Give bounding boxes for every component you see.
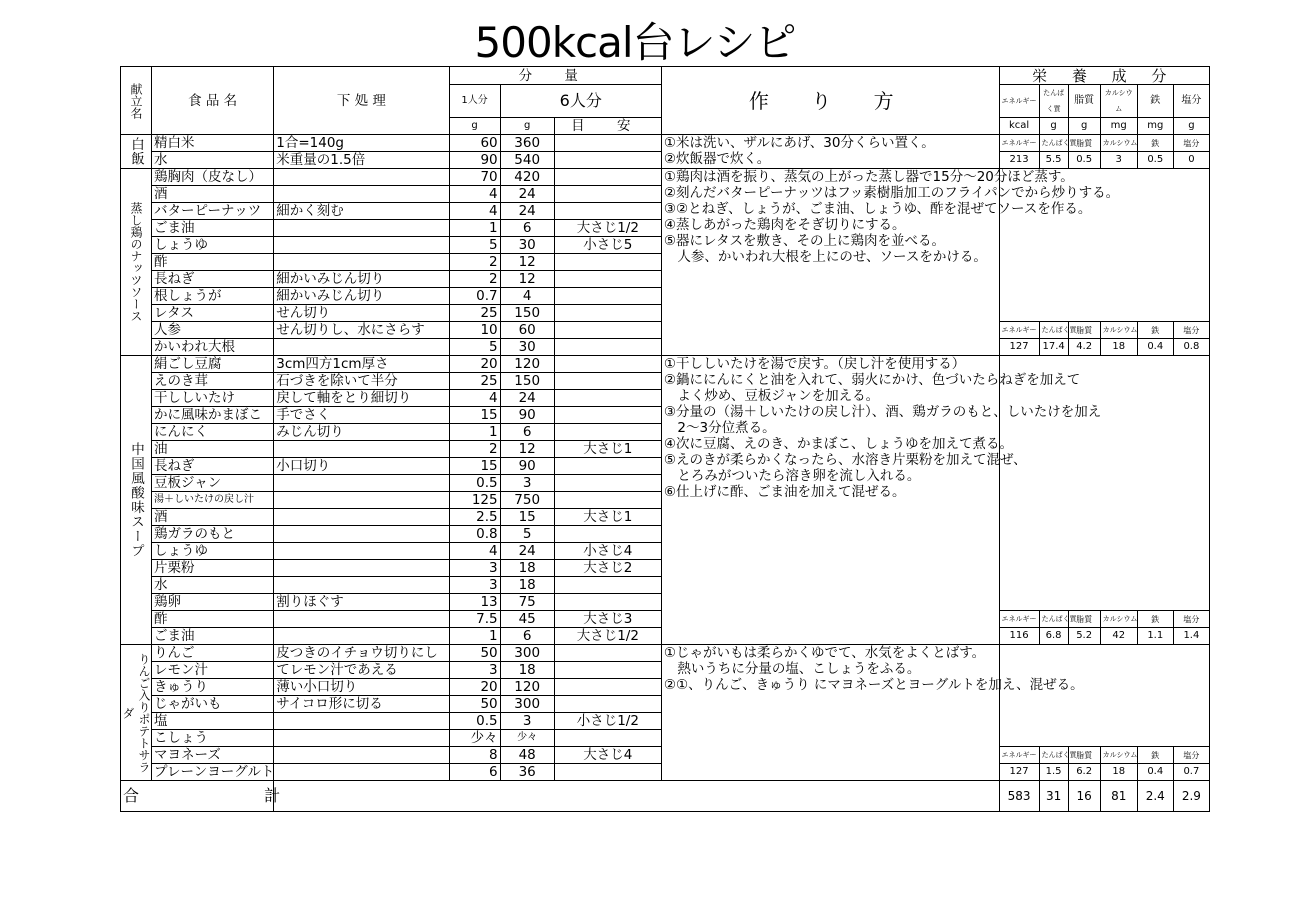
amount-per-person: 50 [449, 645, 500, 662]
amount-six-people: 24 [500, 186, 554, 203]
dish-name: りんご入りポテトサラダ [121, 645, 152, 781]
food-name: 長ねぎ [152, 458, 274, 475]
cooking-method: ①じゃがいもは柔らかくゆでて、水気をよくとばす。 熱いうちに分量の塩、こしょうをふる。 ②①、りんご、きゅうり にマヨネーズとヨーグルトを加え、混ぜる。 [661, 645, 999, 781]
amount-six-people: 15 [500, 509, 554, 526]
header-nutrient-3: カルシウム [1100, 85, 1137, 118]
header-nutrient-4: 鉄 [1137, 85, 1173, 118]
amount-measure [554, 288, 661, 305]
amount-measure [554, 645, 661, 662]
total-nutrient-value: 2.4 [1137, 781, 1173, 812]
amount-per-person: 7.5 [449, 611, 500, 628]
food-name: ごま油 [152, 220, 274, 237]
food-name: バターピーナッツ [152, 203, 274, 220]
food-name: しょうゆ [152, 543, 274, 560]
header-row-1 [121, 67, 1210, 85]
food-name: ごま油 [152, 628, 274, 645]
nutrient-value: 0.5 [1137, 152, 1173, 169]
food-prep: 米重量の1.5倍 [274, 152, 449, 169]
recipe-table [120, 66, 1210, 812]
recipe-table-body [121, 67, 1210, 812]
amount-six-people: 24 [500, 390, 554, 407]
food-name: 人参 [152, 322, 274, 339]
amount-per-person: 1 [449, 628, 500, 645]
amount-per-person: 0.5 [449, 475, 500, 492]
nutrient-label: 脂質 [1068, 747, 1100, 764]
nutrient-label: たんぱく質 [1039, 322, 1068, 339]
amount-per-person: 13 [449, 594, 500, 611]
amount-measure [554, 339, 661, 356]
food-name: こしょう [152, 730, 274, 747]
nutrient-label: カルシウム [1100, 747, 1137, 764]
food-prep [274, 509, 449, 526]
amount-six-people: 300 [500, 645, 554, 662]
amount-per-person: 20 [449, 679, 500, 696]
nutrient-label: 塩分 [1173, 135, 1209, 152]
header-unit-per: g [449, 118, 500, 135]
amount-per-person: 1 [449, 220, 500, 237]
amount-measure [554, 526, 661, 543]
amount-measure: 小さじ1/2 [554, 713, 661, 730]
amount-six-people: 12 [500, 441, 554, 458]
header-amount: 分 量 [449, 67, 661, 85]
amount-per-person: 2.5 [449, 509, 500, 526]
nutrient-label: カルシウム [1100, 135, 1137, 152]
amount-per-person: 125 [449, 492, 500, 509]
amount-per-person: 10 [449, 322, 500, 339]
header-method: 作 り 方 [661, 67, 999, 135]
food-name: レモン汁 [152, 662, 274, 679]
nutrient-label: エネルギー [999, 747, 1039, 764]
total-nutrient-value: 583 [999, 781, 1039, 812]
nutrient-label: 鉄 [1137, 747, 1173, 764]
food-name: 豆板ジャン [152, 475, 274, 492]
food-prep: せん切りし、水にさらす [274, 322, 449, 339]
food-prep [274, 475, 449, 492]
food-name: 湯＋しいたけの戻し汁 [152, 492, 274, 509]
food-name: 酢 [152, 611, 274, 628]
amount-per-person: 少々 [449, 730, 500, 747]
food-prep: 小口切り [274, 458, 449, 475]
nutrient-value: 0 [1173, 152, 1209, 169]
header-food-name: 食 品 名 [152, 67, 274, 135]
amount-six-people: 3 [500, 713, 554, 730]
amount-measure [554, 679, 661, 696]
dish-name: 蒸し鶏のナッツソース [121, 169, 152, 356]
food-name: 油 [152, 441, 274, 458]
amount-per-person: 0.5 [449, 713, 500, 730]
amount-six-people: 750 [500, 492, 554, 509]
amount-six-people: 36 [500, 764, 554, 781]
amount-six-people: 3 [500, 475, 554, 492]
header-nutrient-unit-0: kcal [999, 118, 1039, 135]
nutrient-value: 18 [1100, 764, 1137, 781]
amount-six-people: 45 [500, 611, 554, 628]
amount-measure [554, 186, 661, 203]
amount-six-people: 6 [500, 424, 554, 441]
nutrient-value: 0.5 [1068, 152, 1100, 169]
cooking-method: ①米は洗い、ザルにあげ、30分くらい置く。 ②炊飯器で炊く。 [661, 135, 999, 169]
total-row [121, 781, 1210, 812]
total-label: 合 計 [121, 781, 274, 812]
amount-measure [554, 373, 661, 390]
amount-measure [554, 356, 661, 373]
header-nutrient-unit-3: mg [1100, 118, 1137, 135]
food-row [121, 645, 1210, 662]
amount-per-person: 50 [449, 696, 500, 713]
nutrient-label: 鉄 [1137, 135, 1173, 152]
amount-six-people: 360 [500, 135, 554, 152]
amount-measure [554, 662, 661, 679]
amount-per-person: 3 [449, 577, 500, 594]
amount-per-person: 8 [449, 747, 500, 764]
food-name: 鶏ガラのもと [152, 526, 274, 543]
amount-measure [554, 696, 661, 713]
food-name: かに風味かまぼこ [152, 407, 274, 424]
amount-measure: 大さじ2 [554, 560, 661, 577]
food-prep [274, 169, 449, 186]
food-name: 酒 [152, 509, 274, 526]
food-name: じゃがいも [152, 696, 274, 713]
header-nutrient-unit-4: mg [1137, 118, 1173, 135]
nutrient-label: たんぱく質 [1039, 747, 1068, 764]
amount-six-people: 12 [500, 254, 554, 271]
food-name: レタス [152, 305, 274, 322]
food-row [121, 169, 1210, 186]
food-prep [274, 747, 449, 764]
food-prep [274, 543, 449, 560]
amount-measure [554, 169, 661, 186]
amount-six-people: 18 [500, 662, 554, 679]
amount-per-person: 5 [449, 237, 500, 254]
food-prep: てレモン汁であえる [274, 662, 449, 679]
amount-per-person: 25 [449, 305, 500, 322]
food-prep [274, 441, 449, 458]
food-prep [274, 220, 449, 237]
nutrient-value: 5.5 [1039, 152, 1068, 169]
amount-measure [554, 322, 661, 339]
amount-measure [554, 407, 661, 424]
amount-per-person: 0.8 [449, 526, 500, 543]
nutrient-label: 脂質 [1068, 322, 1100, 339]
food-name: 塩 [152, 713, 274, 730]
food-prep: サイコロ形に切る [274, 696, 449, 713]
food-prep: 割りほぐす [274, 594, 449, 611]
header-nutrient-unit-1: g [1039, 118, 1068, 135]
header-unit-six: g [500, 118, 554, 135]
food-prep [274, 577, 449, 594]
food-name: 干ししいたけ [152, 390, 274, 407]
food-prep [274, 492, 449, 509]
amount-per-person: 2 [449, 441, 500, 458]
amount-measure: 小さじ4 [554, 543, 661, 560]
amount-six-people: 540 [500, 152, 554, 169]
nutrient-value: 18 [1100, 339, 1137, 356]
nutrient-value: 1.1 [1137, 628, 1173, 645]
amount-measure [554, 492, 661, 509]
amount-six-people: 60 [500, 322, 554, 339]
food-name: かいわれ大根 [152, 339, 274, 356]
nutrient-value: 213 [999, 152, 1039, 169]
amount-six-people: 5 [500, 526, 554, 543]
amount-measure [554, 152, 661, 169]
food-name: 水 [152, 577, 274, 594]
nutrient-label: たんぱく質 [1039, 135, 1068, 152]
amount-measure [554, 203, 661, 220]
amount-per-person: 4 [449, 186, 500, 203]
nutrient-value: 5.2 [1068, 628, 1100, 645]
amount-measure [554, 424, 661, 441]
nutrient-value: 3 [1100, 152, 1137, 169]
nutrient-label: エネルギー [999, 135, 1039, 152]
food-name: 水 [152, 152, 274, 169]
amount-per-person: 4 [449, 203, 500, 220]
food-prep [274, 237, 449, 254]
nutrient-label: カルシウム [1100, 611, 1137, 628]
food-name: 酒 [152, 186, 274, 203]
amount-measure [554, 135, 661, 152]
amount-per-person: 2 [449, 254, 500, 271]
header-nutrient-unit-2: g [1068, 118, 1100, 135]
amount-measure [554, 254, 661, 271]
nutrient-label: 脂質 [1068, 611, 1100, 628]
food-prep [274, 526, 449, 543]
food-name: マヨネーズ [152, 747, 274, 764]
food-prep: 手でさく [274, 407, 449, 424]
amount-measure: 大さじ1/2 [554, 220, 661, 237]
amount-six-people: 少々 [500, 730, 554, 747]
food-name: 精白米 [152, 135, 274, 152]
nutrient-label: エネルギー [999, 322, 1039, 339]
amount-six-people: 90 [500, 407, 554, 424]
nutrient-label: 塩分 [1173, 322, 1209, 339]
amount-per-person: 70 [449, 169, 500, 186]
total-nutrient-value: 31 [1039, 781, 1068, 812]
amount-six-people: 120 [500, 356, 554, 373]
amount-per-person: 4 [449, 543, 500, 560]
nutrient-label: カルシウム [1100, 322, 1137, 339]
nutrient-value: 6.8 [1039, 628, 1068, 645]
food-name: プレーンヨーグルト [152, 764, 274, 781]
dish-name: 中国風酸味スープ [121, 356, 152, 645]
header-per-person: 1人分 [449, 85, 500, 118]
amount-six-people: 18 [500, 560, 554, 577]
food-prep [274, 628, 449, 645]
food-prep: みじん切り [274, 424, 449, 441]
nutrient-value: 6.2 [1068, 764, 1100, 781]
total-nutrient-value: 81 [1100, 781, 1137, 812]
food-name: 鶏卵 [152, 594, 274, 611]
amount-per-person: 2 [449, 271, 500, 288]
nutrient-value: 1.5 [1039, 764, 1068, 781]
amount-measure [554, 764, 661, 781]
amount-measure [554, 271, 661, 288]
nutrient-value: 127 [999, 764, 1039, 781]
amount-per-person: 60 [449, 135, 500, 152]
header-menu-name: 献立名 [121, 67, 152, 135]
food-name: 片栗粉 [152, 560, 274, 577]
food-name: 鶏胸肉（皮なし） [152, 169, 274, 186]
nutrient-value: 42 [1100, 628, 1137, 645]
amount-per-person: 6 [449, 764, 500, 781]
food-prep: 細かく刻む [274, 203, 449, 220]
amount-measure: 大さじ3 [554, 611, 661, 628]
amount-measure [554, 475, 661, 492]
food-name: 絹ごし豆腐 [152, 356, 274, 373]
food-prep [274, 339, 449, 356]
header-nutrient-2: 脂質 [1068, 85, 1100, 118]
food-prep: 薄い小口切り [274, 679, 449, 696]
nutrient-value: 0.4 [1137, 764, 1173, 781]
nutrient-label: 脂質 [1068, 135, 1100, 152]
amount-measure: 大さじ1/2 [554, 628, 661, 645]
amount-six-people: 300 [500, 696, 554, 713]
header-prep: 下 処 理 [274, 67, 449, 135]
amount-measure: 大さじ1 [554, 509, 661, 526]
nutrient-label: 塩分 [1173, 611, 1209, 628]
amount-per-person: 1 [449, 424, 500, 441]
amount-measure [554, 305, 661, 322]
header-nutrient-1: たんぱく質 [1039, 85, 1068, 118]
amount-per-person: 5 [449, 339, 500, 356]
nutrient-value: 127 [999, 339, 1039, 356]
food-name: りんご [152, 645, 274, 662]
food-prep: 戻して軸をとり細切り [274, 390, 449, 407]
food-name: しょうゆ [152, 237, 274, 254]
food-name: 根しょうが [152, 288, 274, 305]
nutrition-blank [999, 645, 1209, 747]
amount-six-people: 30 [500, 339, 554, 356]
amount-six-people: 18 [500, 577, 554, 594]
amount-measure: 大さじ1 [554, 441, 661, 458]
nutrient-label: 鉄 [1137, 322, 1173, 339]
amount-six-people: 120 [500, 679, 554, 696]
amount-per-person: 0.7 [449, 288, 500, 305]
food-row [121, 135, 1210, 152]
amount-measure [554, 577, 661, 594]
amount-six-people: 75 [500, 594, 554, 611]
food-name: きゅうり [152, 679, 274, 696]
nutrient-value: 0.7 [1173, 764, 1209, 781]
food-name: 長ねぎ [152, 271, 274, 288]
header-nutrition: 栄 養 成 分 [999, 67, 1209, 85]
amount-six-people: 150 [500, 373, 554, 390]
amount-per-person: 3 [449, 662, 500, 679]
total-nutrient-value: 2.9 [1173, 781, 1209, 812]
cooking-method: ①干ししいたけを湯で戻す。（戻し汁を使用する） ②鍋ににんにくと油を入れて、弱火にかけ、色づいたらねぎを加えて よく炒め、豆板ジャンを加える。 ③分量の（湯＋しいたけの戻し汁）、酒、鶏ガラのもと、しいたけを加え 2～3分位煮る。 ④次に豆腐、えのき、かまぼこ、しょうゆを加えて煮る。 ⑤えのきが柔らかくなったら、水溶き片栗粉を加えて混ぜ、 とろみがついたら溶き卵を流し入れる。 ⑥仕上げに酢、ごま油を加えて混ぜる。 [661, 356, 999, 645]
amount-six-people: 48 [500, 747, 554, 764]
amount-measure [554, 730, 661, 747]
amount-six-people: 12 [500, 271, 554, 288]
cooking-method: ①鶏肉は酒を振り、蒸気の上がった蒸し器で15分～20分ほど蒸す。 ②刻んだバターピーナッツはフッ素樹脂加工のフライパンでから炒りする。 ③②とねぎ、しょうが、ごま油、しょうゆ、酢を混ぜてソースを作る。 ④蒸しあがった鶏肉をそぎ切りにする。 ⑤器にレタスを敷き、その上に鶏肉を並べる。 人参、かいわれ大根を上にのせ、ソースをかける。 [661, 169, 999, 356]
amount-six-people: 30 [500, 237, 554, 254]
nutrient-label: たんぱく質 [1039, 611, 1068, 628]
food-row [121, 356, 1210, 373]
amount-measure [554, 458, 661, 475]
food-prep: 細かいみじん切り [274, 271, 449, 288]
amount-per-person: 15 [449, 458, 500, 475]
nutrient-label: 鉄 [1137, 611, 1173, 628]
food-name: にんにく [152, 424, 274, 441]
dish-name: 白飯 [121, 135, 152, 169]
food-name: えのき茸 [152, 373, 274, 390]
nutrient-label: 塩分 [1173, 747, 1209, 764]
amount-six-people: 420 [500, 169, 554, 186]
total-nutrient-value: 16 [1068, 781, 1100, 812]
total-blank [274, 781, 999, 812]
amount-per-person: 20 [449, 356, 500, 373]
amount-per-person: 3 [449, 560, 500, 577]
header-nutrient-0: エネルギー [999, 85, 1039, 118]
amount-per-person: 15 [449, 407, 500, 424]
food-prep [274, 730, 449, 747]
nutrient-label: エネルギー [999, 611, 1039, 628]
amount-measure: 小さじ5 [554, 237, 661, 254]
nutrient-value: 17.4 [1039, 339, 1068, 356]
food-prep: 3cm四方1cm厚さ [274, 356, 449, 373]
nutrient-value: 0.4 [1137, 339, 1173, 356]
nutrient-value: 116 [999, 628, 1039, 645]
food-prep: 皮つきのイチョウ切りにし [274, 645, 449, 662]
food-prep [274, 611, 449, 628]
amount-six-people: 150 [500, 305, 554, 322]
amount-measure [554, 390, 661, 407]
amount-per-person: 90 [449, 152, 500, 169]
nutrient-value: 1.4 [1173, 628, 1209, 645]
amount-six-people: 24 [500, 203, 554, 220]
header-nutrient-5: 塩分 [1173, 85, 1209, 118]
amount-six-people: 6 [500, 628, 554, 645]
food-prep: せん切り [274, 305, 449, 322]
amount-per-person: 4 [449, 390, 500, 407]
amount-measure: 大さじ4 [554, 747, 661, 764]
food-prep: 石づきを除いて半分 [274, 373, 449, 390]
food-prep: 細かいみじん切り [274, 288, 449, 305]
page-title: 500kcal台レシピ [474, 18, 796, 67]
amount-six-people: 90 [500, 458, 554, 475]
amount-measure [554, 594, 661, 611]
food-prep [274, 186, 449, 203]
header-measure: 目 安 [554, 118, 661, 135]
header-nutrient-unit-5: g [1173, 118, 1209, 135]
food-prep [274, 764, 449, 781]
amount-six-people: 6 [500, 220, 554, 237]
food-prep [274, 254, 449, 271]
header-six-people: 6人分 [500, 85, 661, 118]
food-prep: 1合=140g [274, 135, 449, 152]
food-prep [274, 713, 449, 730]
amount-six-people: 4 [500, 288, 554, 305]
amount-per-person: 25 [449, 373, 500, 390]
nutrient-value: 0.8 [1173, 339, 1209, 356]
nutrient-value: 4.2 [1068, 339, 1100, 356]
amount-six-people: 24 [500, 543, 554, 560]
nutrition-blank [999, 356, 1209, 611]
food-name: 酢 [152, 254, 274, 271]
food-prep [274, 560, 449, 577]
